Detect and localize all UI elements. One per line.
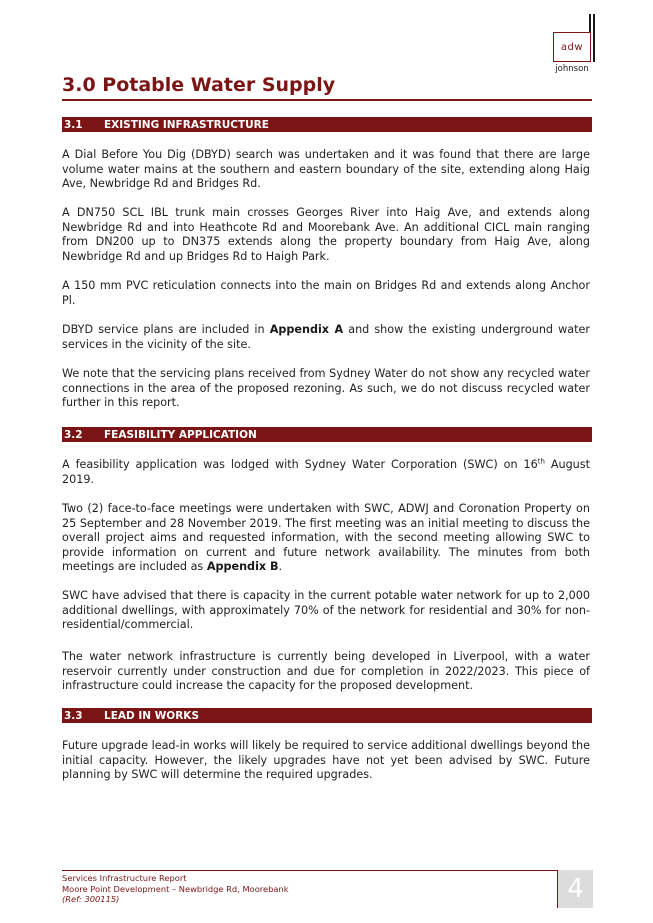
appendix-b-reference: Appendix B xyxy=(206,560,279,573)
paragraph-text: DBYD service plans are included in xyxy=(62,323,270,336)
paragraph-text: A feasibility application was lodged with Sydney Water Corporation (SWC) on 16 xyxy=(62,458,538,471)
paragraph: A DN750 SCL IBL trunk main crosses Georges River into Haig Ave, and extends along Newbridge Rd and into Heathcote Rd and Moorebank Ave. An additional CICL main ranging from DN200 up to DN375 extends along the property boundary from Haig Ave, along Newbridge Rd and up Bridges Rd to Haigh Park. xyxy=(62,206,590,263)
paragraph: SWC have advised that there is capacity in the current potable water network for up to 2,000 additional dwellings, with approximately 70% of the network for residential and 30% for non-residential/commercial. xyxy=(62,589,590,631)
paragraph xyxy=(62,458,590,487)
section-title: FEASIBILITY APPLICATION xyxy=(104,428,257,441)
section-heading-existing-infrastructure xyxy=(62,117,592,132)
footer-divider xyxy=(62,870,592,871)
appendix-a-reference: Appendix A xyxy=(269,323,344,336)
footer-project-name: Moore Point Development – Newbridge Rd, Moorebank xyxy=(62,883,289,894)
section-heading-lead-in-works xyxy=(62,708,592,723)
paragraph-text: Two (2) face-to-face meetings were undertaken with SWC, ADWJ and Coronation Property on 25 September and 28 November 2019. The first meeting was an initial meeting to discuss the overall project aims and requested information, with the second meeting allowing SWC to provide information on current and future network availability. The minutes from both meetings are included as xyxy=(62,502,590,573)
section-title: EXISTING INFRASTRUCTURE xyxy=(104,118,269,131)
paragraph-text: . xyxy=(278,560,283,573)
paragraph: The water network infrastructure is currently being developed in Liverpool, with a water reservoir currently under construction and due for completion in 2022/2023. This piece of infrastructure could increase the capacity for the proposed development. xyxy=(62,650,590,692)
logo-mark-text: adw xyxy=(560,41,584,53)
title-divider xyxy=(62,99,592,101)
footer-report-name: Services Infrastructure Report xyxy=(62,873,187,883)
logo-mark-bar xyxy=(583,14,591,32)
logo-wordmark: johnson xyxy=(555,64,589,74)
company-logo xyxy=(553,14,595,74)
paragraph: A Dial Before You Dig (DBYD) search was undertaken and it was found that there are large volume water mains at the southern and eastern boundary of the site, extending along Haig Ave, Newbridge Rd and Bridges Rd. xyxy=(62,148,590,190)
footer-reference: (Ref: 300115) xyxy=(62,894,120,904)
paragraph-text: and show the existing underground water services in the vicinity of the site. xyxy=(62,323,590,351)
section-number: 3.3 xyxy=(64,709,83,722)
section-heading-feasibility-application xyxy=(62,427,592,442)
page-title: 3.0 Potable Water Supply xyxy=(62,74,336,96)
page-number: 4 xyxy=(557,870,593,908)
paragraph: We note that the servicing plans received from Sydney Water do not show any recycled water connections in the area of the proposed rezoning. As such, we do not discuss recycled water further in this report. xyxy=(62,367,590,409)
footer-info xyxy=(62,873,289,905)
paragraph-text: August 2019. xyxy=(62,458,590,486)
section-number: 3.1 xyxy=(64,118,83,131)
section-number: 3.2 xyxy=(64,428,83,441)
paragraph: Future upgrade lead-in works will likely be required to service additional dwellings beyond the initial capacity. However, the likely upgrades have not yet been advised by SWC. Future planning by SWC will determine the required upgrades. xyxy=(62,739,590,781)
ordinal-suffix: th xyxy=(537,457,545,466)
paragraph: A 150 mm PVC reticulation connects into the main on Bridges Rd and extends along Anchor Pl. xyxy=(62,279,590,307)
paragraph xyxy=(62,323,590,352)
paragraph xyxy=(62,502,590,575)
logo-box xyxy=(553,32,591,62)
section-title: LEAD IN WORKS xyxy=(104,709,200,722)
